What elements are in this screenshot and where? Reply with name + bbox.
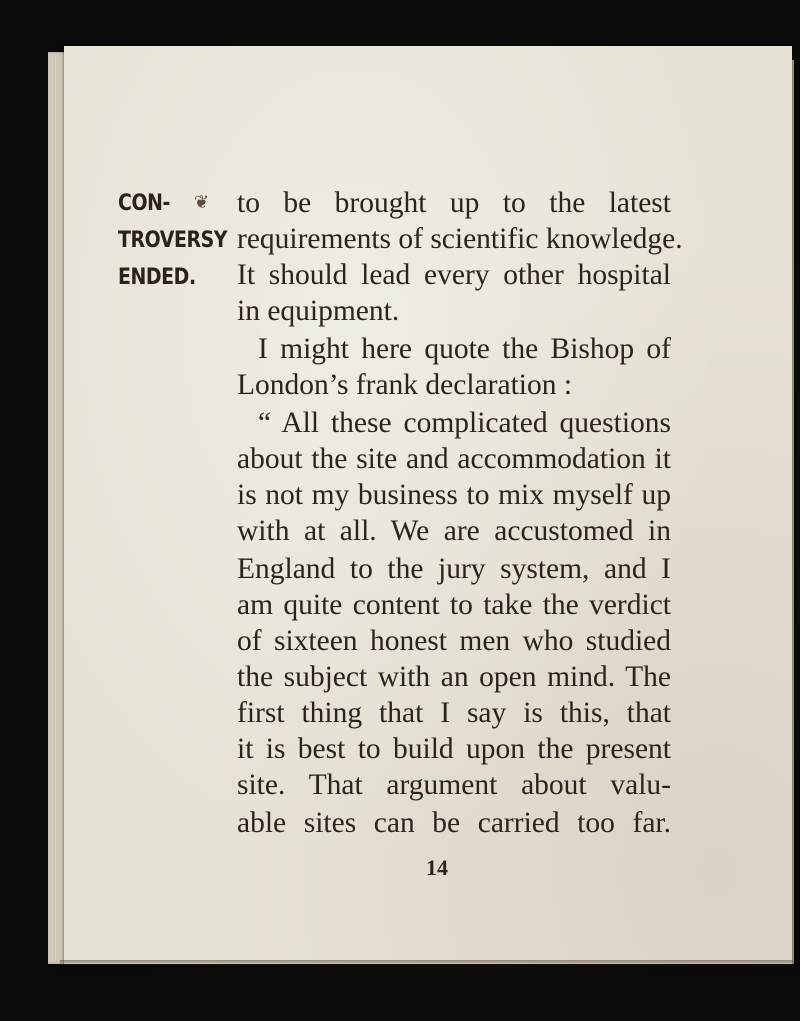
text-line: It should lead every other hospital (237, 259, 671, 291)
text-line: with at all. We are accustomed in (237, 515, 671, 547)
text-line: am quite content to take the verdict (237, 589, 671, 621)
sidenote-line-2: TROVERSY (118, 228, 228, 253)
page-number: 14 (426, 855, 448, 880)
text-line: able sites can be carried too far. (237, 807, 671, 839)
text-line: about the site and accommodation it (237, 443, 671, 475)
text-line: I might here quote the Bishop of (258, 333, 671, 365)
text-line: England to the jury system, and I (237, 553, 671, 585)
sidenote-line-1: CON- (118, 191, 170, 216)
fleuron-icon: ❦ (194, 192, 210, 213)
text-line: the subject with an open mind. The (237, 661, 671, 693)
text-line: it is best to build upon the present (237, 733, 671, 765)
text-line: of sixteen honest men who studied (237, 625, 671, 657)
text-line: is not my business to mix myself up (237, 479, 671, 511)
text-line: first thing that I say is this, that (237, 697, 671, 729)
text-line: in equipment. (237, 295, 400, 327)
text-line: site. That argument about valu- (237, 769, 671, 801)
page-bottom-shadow (60, 960, 794, 966)
text-line: requirements of scientific knowledge. (237, 223, 683, 255)
text-line: London’s frank declaration : (237, 369, 573, 401)
margin-sidenote (118, 185, 227, 296)
text-line: “ All these complicated questions (258, 407, 671, 439)
sidenote-line-3: ENDED. (118, 265, 196, 290)
text-line: to be brought up to the latest (237, 187, 671, 219)
